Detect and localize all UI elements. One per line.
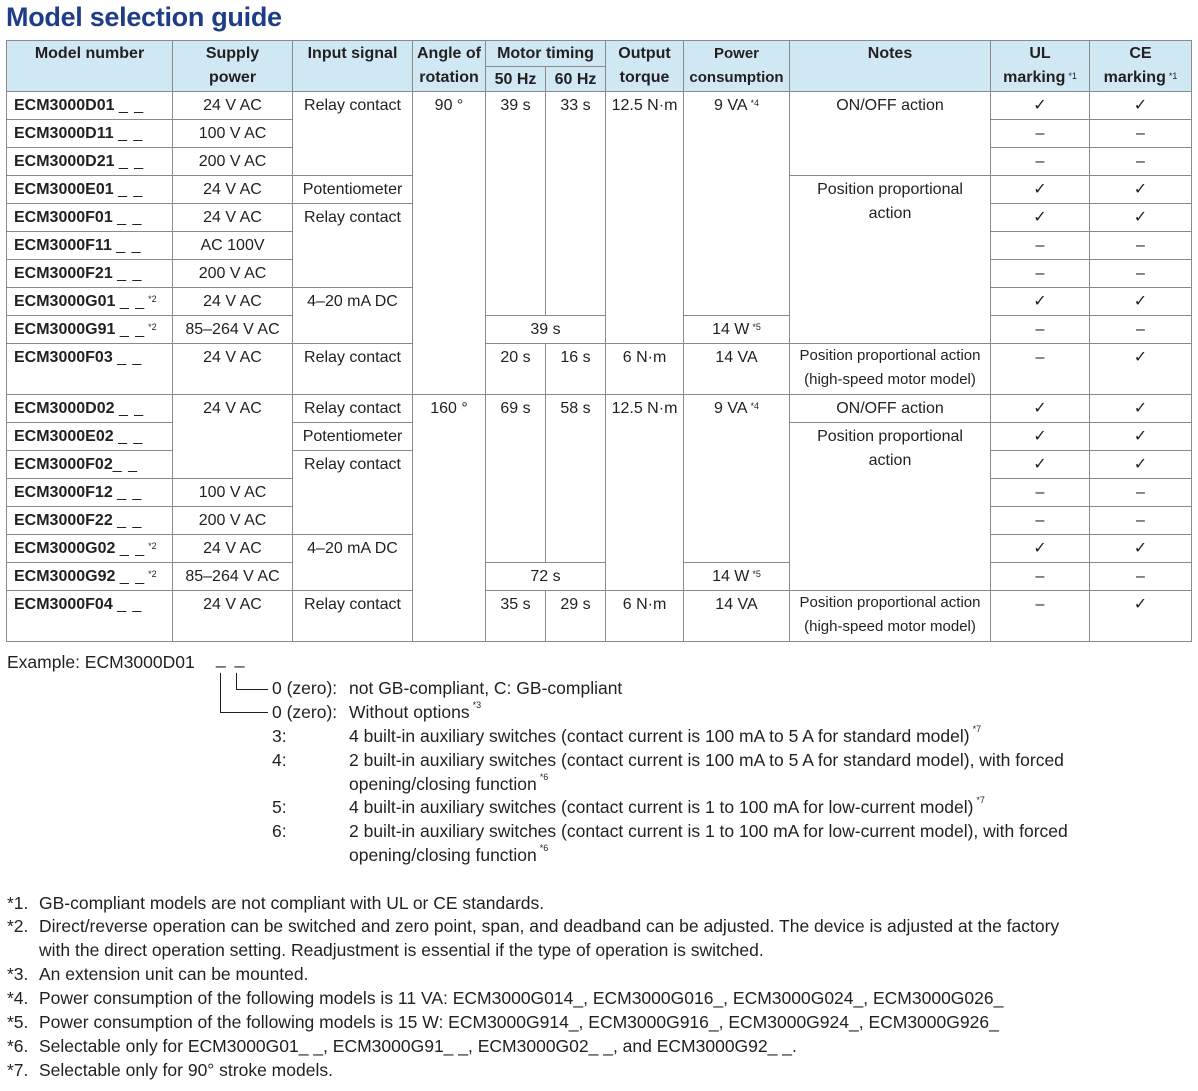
model-selection-table	[6, 40, 1192, 642]
input-cell: 4–20 mA DC	[293, 288, 413, 344]
option-row	[0, 821, 1198, 845]
notes-cell: Position proportional action	[790, 176, 991, 344]
ul-cell: –	[991, 316, 1090, 344]
timing-50hz-cell: 69 s	[486, 395, 546, 563]
angle-cell: 160 °	[413, 395, 486, 642]
model-cell: ECM3000F12 _ _	[7, 479, 173, 507]
torque-cell: 6 N·m	[606, 344, 684, 395]
option-row	[0, 702, 1198, 726]
ul-cell: ✓	[991, 451, 1090, 479]
model-cell: ECM3000D21 _ _	[7, 148, 173, 176]
ce-cell: –	[1090, 120, 1192, 148]
table-row	[7, 92, 1192, 120]
model-cell: ECM3000F04 _ _	[7, 591, 173, 642]
ce-cell: –	[1090, 563, 1192, 591]
ul-cell: ✓	[991, 395, 1090, 423]
ce-cell: –	[1090, 232, 1192, 260]
notes-cell: ON/OFF action	[790, 395, 991, 423]
model-cell: ECM3000F11 _ _	[7, 232, 173, 260]
ul-cell: –	[991, 120, 1090, 148]
table-row	[7, 316, 1192, 344]
footnote: *2. Direct/reverse operation can be switched and zero point, span, and deadband can be adjusted. The device is adjusted at the factory	[7, 916, 1060, 936]
power-cell: 9 VA $^{*4}$	[684, 395, 790, 563]
torque-cell: 12.5 N·m	[606, 92, 684, 344]
table-row	[7, 395, 1192, 423]
power-cell: 14 W $^{*5}$	[684, 316, 790, 344]
input-cell: Relay contact	[293, 92, 413, 176]
table-row	[7, 344, 1192, 395]
ul-cell: –	[991, 260, 1090, 288]
ul-cell: ✓	[991, 204, 1090, 232]
header-model: Model number	[7, 41, 173, 92]
ce-cell: ✓	[1090, 591, 1192, 642]
timing-60hz-cell: 29 s	[546, 591, 606, 642]
supply-cell: 24 V AC	[173, 344, 293, 395]
supply-cell: 200 V AC	[173, 260, 293, 288]
option-desc: not GB-compliant, C: GB-compliant	[349, 678, 623, 698]
model-cell: ECM3000G92 _ _ $^{*2}$	[7, 563, 173, 591]
header-ul: UL marking $^{*1}$	[991, 41, 1090, 92]
option-row	[0, 774, 1198, 798]
option-row	[0, 726, 1198, 750]
model-cell: ECM3000G01 _ _ $^{*2}$	[7, 288, 173, 316]
model-cell: ECM3000D02 _ _	[7, 395, 173, 423]
model-cell: ECM3000D01 _ _	[7, 92, 173, 120]
model-cell: ECM3000D11 _ _	[7, 120, 173, 148]
ce-cell: –	[1090, 479, 1192, 507]
ul-cell: ✓	[991, 535, 1090, 563]
torque-cell: 12.5 N·m	[606, 395, 684, 591]
notes-cell: Position proportional action (high-speed motor model)	[790, 591, 991, 642]
header-60hz: 60 Hz	[546, 67, 606, 92]
model-cell: ECM3000F02_ _	[7, 451, 173, 479]
ul-cell: –	[991, 507, 1090, 535]
supply-cell: 100 V AC	[173, 120, 293, 148]
input-cell: 4–20 mA DC	[293, 535, 413, 591]
option-key: 4:	[272, 750, 287, 770]
table-row	[7, 591, 1192, 642]
supply-cell: 100 V AC	[173, 479, 293, 507]
example-label: Example: ECM3000D01	[7, 652, 195, 672]
supply-cell: 85–264 V AC	[173, 563, 293, 591]
supply-cell: 24 V AC	[173, 395, 293, 479]
ce-cell: ✓	[1090, 288, 1192, 316]
footnote: *3. An extension unit can be mounted.	[7, 964, 309, 984]
ul-cell: –	[991, 148, 1090, 176]
timing-50hz-cell: 39 s	[486, 92, 546, 316]
ce-cell: –	[1090, 260, 1192, 288]
header-input: Input signal	[293, 41, 413, 92]
option-key: 0 (zero):	[272, 702, 338, 722]
example-underscores: _ _	[216, 648, 247, 668]
timing-60hz-cell: 16 s	[546, 344, 606, 395]
power-cell: 14 W $^{*5}$	[684, 563, 790, 591]
option-key: 6:	[272, 821, 287, 841]
input-cell: Relay contact	[293, 591, 413, 642]
header-timing: Motor timing	[486, 41, 606, 67]
option-key: 5:	[272, 797, 287, 817]
input-cell: Potentiometer	[293, 176, 413, 204]
torque-cell: 6 N·m	[606, 591, 684, 642]
ce-cell: ✓	[1090, 395, 1192, 423]
option-row	[0, 678, 1198, 702]
ce-cell: ✓	[1090, 204, 1192, 232]
ce-cell: ✓	[1090, 535, 1192, 563]
header-notes: Notes	[790, 41, 991, 92]
supply-cell: 200 V AC	[173, 507, 293, 535]
supply-cell: 200 V AC	[173, 148, 293, 176]
page-title: Model selection guide	[6, 2, 282, 32]
model-cell: ECM3000E01 _ _	[7, 176, 173, 204]
footnote: *1. GB-compliant models are not compliant with UL or CE standards.	[7, 893, 545, 913]
model-cell: ECM3000F03 _ _	[7, 344, 173, 395]
timing-cell: 39 s	[486, 316, 606, 344]
option-row	[0, 845, 1198, 869]
option-desc: 4 built-in auxiliary switches (contact current is 100 mA to 5 A for standard model) $^{*7}$	[349, 724, 982, 746]
ce-cell: ✓	[1090, 451, 1192, 479]
supply-cell: 24 V AC	[173, 591, 293, 642]
option-desc: Without options $^{*3}$	[349, 700, 482, 722]
ul-cell: –	[991, 344, 1090, 395]
option-desc: opening/closing function $^{*6}$	[349, 843, 549, 865]
footnote-continuation: with the direct operation setting. Readjustment is essential if the type of operation is switched.	[39, 940, 764, 960]
supply-cell: 24 V AC	[173, 204, 293, 232]
timing-cell: 72 s	[486, 563, 606, 591]
power-cell: 14 VA	[684, 591, 790, 642]
timing-60hz-cell: 33 s	[546, 92, 606, 316]
ul-cell: ✓	[991, 92, 1090, 120]
model-cell: ECM3000E02 _ _	[7, 423, 173, 451]
header-supply: Supply power	[173, 41, 293, 92]
footnote: *6. Selectable only for ECM3000G01_ _, ECM3000G91_ _, ECM3000G02_ _, and ECM3000G92_ _.	[7, 1036, 797, 1056]
supply-cell: 24 V AC	[173, 176, 293, 204]
ul-cell: –	[991, 232, 1090, 260]
input-cell: Relay contact	[293, 395, 413, 423]
ce-cell: –	[1090, 316, 1192, 344]
header-50hz: 50 Hz	[486, 67, 546, 92]
ul-cell: –	[991, 479, 1090, 507]
supply-cell: AC 100V	[173, 232, 293, 260]
model-cell: ECM3000G02 _ _ $^{*2}$	[7, 535, 173, 563]
model-cell: ECM3000F21 _ _	[7, 260, 173, 288]
ce-cell: –	[1090, 148, 1192, 176]
option-key: 0 (zero):	[272, 678, 338, 698]
supply-cell: 24 V AC	[173, 535, 293, 563]
footnote: *7. Selectable only for 90° stroke models.	[7, 1060, 333, 1080]
input-cell: Relay contact	[293, 204, 413, 288]
header-torque: Output torque	[606, 41, 684, 92]
model-cell: ECM3000F22 _ _	[7, 507, 173, 535]
ul-cell: –	[991, 591, 1090, 642]
supply-cell: 24 V AC	[173, 288, 293, 316]
ul-cell: ✓	[991, 176, 1090, 204]
option-row	[0, 750, 1198, 774]
ce-cell: ✓	[1090, 344, 1192, 395]
timing-50hz-cell: 35 s	[486, 591, 546, 642]
timing-60hz-cell: 58 s	[546, 395, 606, 563]
ce-cell: ✓	[1090, 423, 1192, 451]
angle-cell: 90 °	[413, 92, 486, 395]
input-cell: Potentiometer	[293, 423, 413, 451]
ul-cell: ✓	[991, 423, 1090, 451]
supply-cell: 24 V AC	[173, 92, 293, 120]
ce-cell: –	[1090, 507, 1192, 535]
header-ce: CE marking $^{*1}$	[1090, 41, 1192, 92]
model-cell: ECM3000F01 _ _	[7, 204, 173, 232]
timing-50hz-cell: 20 s	[486, 344, 546, 395]
footnote: *5. Power consumption of the following models is 15 W: ECM3000G914_, ECM3000G916_, ECM3000G924_, ECM3000G926_	[7, 1012, 999, 1032]
table-row	[7, 563, 1192, 591]
header-angle: Angle of rotation	[413, 41, 486, 92]
ce-cell: ✓	[1090, 92, 1192, 120]
ul-cell: –	[991, 563, 1090, 591]
option-row	[0, 797, 1198, 821]
notes-cell: Position proportional action	[790, 423, 991, 591]
option-key: 3:	[272, 726, 287, 746]
footnote: *4. Power consumption of the following models is 11 VA: ECM3000G014_, ECM3000G016_, ECM3000G024_, ECM3000G026_	[7, 988, 1004, 1008]
ul-cell: ✓	[991, 288, 1090, 316]
option-desc: 2 built-in auxiliary switches (contact current is 100 mA to 5 A for standard model), with forced	[349, 750, 1064, 770]
power-cell: 14 VA	[684, 344, 790, 395]
option-desc: 2 built-in auxiliary switches (contact current is 1 to 100 mA for low-current model), with forced	[349, 821, 1068, 841]
header-power: Power consumption	[684, 41, 790, 92]
input-cell: Relay contact	[293, 344, 413, 395]
ce-cell: ✓	[1090, 176, 1192, 204]
notes-cell: Position proportional action (high-speed motor model)	[790, 344, 991, 395]
power-cell: 9 VA $^{*4}$	[684, 92, 790, 316]
model-cell: ECM3000G91 _ _ $^{*2}$	[7, 316, 173, 344]
input-cell: Relay contact	[293, 451, 413, 535]
notes-cell: ON/OFF action	[790, 92, 991, 176]
option-desc: opening/closing function $^{*6}$	[349, 772, 549, 794]
option-desc: 4 built-in auxiliary switches (contact current is 1 to 100 mA for low-current model) $^{*7}$	[349, 795, 985, 817]
supply-cell: 85–264 V AC	[173, 316, 293, 344]
